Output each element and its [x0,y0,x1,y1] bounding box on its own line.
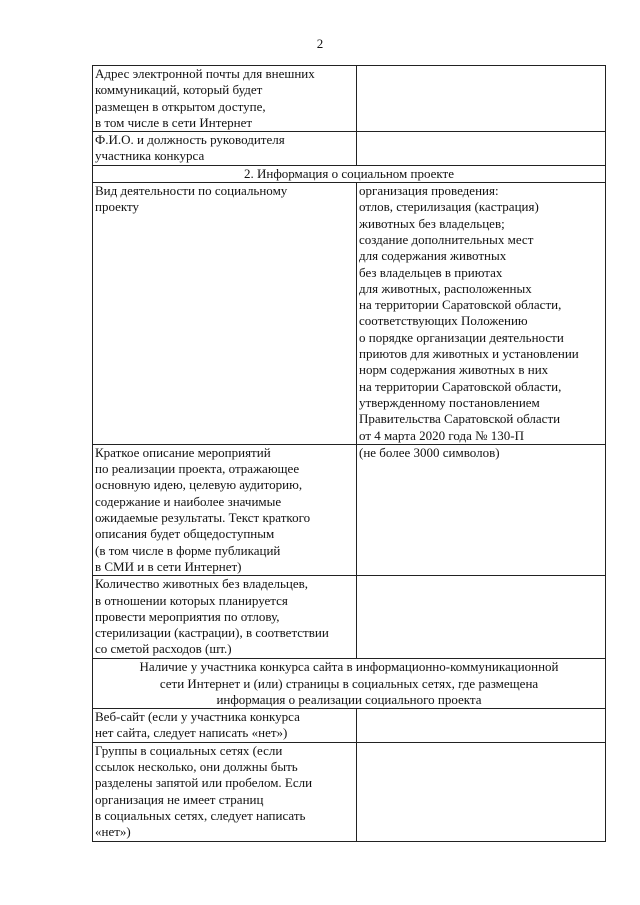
activity-label: Вид деятельности по социальному проекту [93,183,357,445]
table-row-head [93,132,606,166]
table-row-email [93,66,606,132]
description-char-limit-note: (не более 3000 символов) [359,444,500,460]
description-label: Краткое описание мероприятий по реализации проекта, отражающее основную идею, целевую аудиторию, содержание и наиболее значимые ожидаемые результаты. Текст краткого описания будет общедоступным (в том числе в форме публикаций в СМИ и в сети Интернет) [93,444,357,575]
website-section-title: Наличие у участника конкурса сайта в информационно-коммуникационной сети Интернет и (или) страницы в социальных сетях, где размещена информация о реализации социального проекта [93,659,606,709]
social-groups-value-field[interactable] [357,742,606,841]
website-value-field[interactable] [357,709,606,743]
table-row-website [93,709,606,743]
activity-value: организация проведения: отлов, стерилизация (кастрация) животных без владельцев; создание дополнительных мест для содержания животных без владельцев в приютах для животных, расположенных на территории Саратовской области, соответствующих Положению о порядке организации деятельности приютов для животных и установлении норм содержания животных в них на территории Саратовской области, утвержденному постановлением Правительства Саратовской области от 4 марта 2020 года № 130-П [357,183,606,445]
animals-count-value-field[interactable] [357,576,606,659]
section-2-title: 2. Информация о социальном проекте [93,165,606,182]
social-groups-label: Группы в социальных сетях (если ссылок несколько, они должны быть разделены запятой или пробелом. Если организация не имеет страниц в социальных сетях, следует написать «нет») [93,742,357,841]
application-form-table [92,65,606,842]
email-label: Адрес электронной почты для внешних коммуникаций, который будет размещен в открытом доступе, в том числе в сети Интернет [93,66,357,132]
description-value-field[interactable] [357,444,606,575]
table-row-website-section [93,659,606,709]
website-label: Веб-сайт (если у участника конкурса нет сайта, следует написать «нет») [93,709,357,743]
animals-count-label: Количество животных без владельцев, в отношении которых планируется провести мероприятия по отлову, стерилизации (кастрации), в соответствии со сметой расходов (шт.) [93,576,357,659]
table-row-section-2 [93,165,606,182]
page-number: 2 [316,36,324,51]
table-row-social-groups [93,742,606,841]
table-row-animals-count [93,576,606,659]
email-value-field[interactable] [357,66,606,132]
head-label: Ф.И.О. и должность руководителя участника конкурса [93,132,357,166]
table-row-activity [93,183,606,445]
table-row-description [93,444,606,575]
head-value-field[interactable] [357,132,606,166]
